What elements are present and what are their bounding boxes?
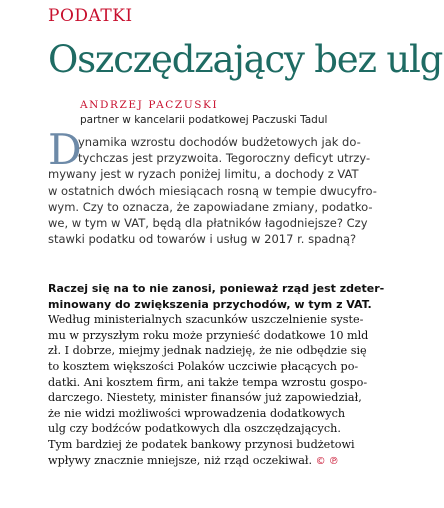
lead-line: w ostatnich dwóch miesiącach rosną w tempie dwucyfro- bbox=[48, 183, 377, 198]
body-line: mu w przyszłym roku może przynieść dodatkowe 10 mld bbox=[48, 328, 369, 342]
body-line: ulg czy bodźców podatkowych dla oszczędzających. bbox=[48, 422, 341, 436]
lead-line: tychczas jest przyzwoita. Tegoroczny deficyt utrzy- bbox=[78, 151, 371, 166]
body-line: datki. Ani kosztem firm, ani także tempa wzrostu gospo- bbox=[48, 375, 368, 389]
body-line: zł. I dobrze, miejmy jednak nadzieję, że nie odbędzie się bbox=[48, 344, 367, 358]
lead-line: we, w tym w VAT, będą dla płatników łagodniejsze? Czy bbox=[48, 215, 368, 230]
lead-line: ynamika wzrostu dochodów budżetowych jak do- bbox=[78, 135, 361, 149]
body-line: Tym bardziej że podatek bankowy przynosi budżetowi bbox=[48, 437, 355, 451]
body-bold-line: minowany do zwiększenia przychodów, w tym z VAT. bbox=[48, 297, 372, 311]
body-paragraph bbox=[48, 281, 430, 468]
lead-line: wym. Czy to oznacza, że zapowiadane zmiany, podatko- bbox=[48, 199, 373, 214]
drop-cap: D bbox=[48, 125, 82, 174]
body-last-text: wpływy znacznie mniejsze, niż rząd oczekiwał. bbox=[48, 453, 313, 467]
body-last-line bbox=[48, 453, 430, 469]
author-name: ANDRZEJ PACZUSKI bbox=[80, 99, 219, 111]
lead-paragraph bbox=[48, 125, 430, 247]
body-line: darczego. Niestety, minister finansów już zapowiedział, bbox=[48, 391, 362, 405]
body-bold-line: Raczej się na to nie zanosi, ponieważ rząd jest zdeter- bbox=[48, 282, 385, 295]
lead-line: mywany jest w ryzach poniżej limitu, a dochody z VAT bbox=[48, 167, 359, 182]
body-line: Według ministerialnych szacunków uszczelnienie syste- bbox=[48, 313, 364, 327]
section-label: PODATKI bbox=[48, 6, 133, 26]
body-line: że nie widzi możliwości wprowadzenia dodatkowych bbox=[48, 406, 346, 420]
article-title: Oszczędzający bez ulg bbox=[48, 38, 443, 81]
copyright-marks: © ℗ bbox=[315, 455, 339, 467]
lead-line: stawki podatku od towarów i usług w 2017 r. spadną? bbox=[48, 232, 357, 247]
author-role: partner w kancelarii podatkowej Paczuski Tadul bbox=[80, 114, 328, 126]
body-line: to kosztem większości Polaków uczciwie płacących po- bbox=[48, 359, 359, 373]
